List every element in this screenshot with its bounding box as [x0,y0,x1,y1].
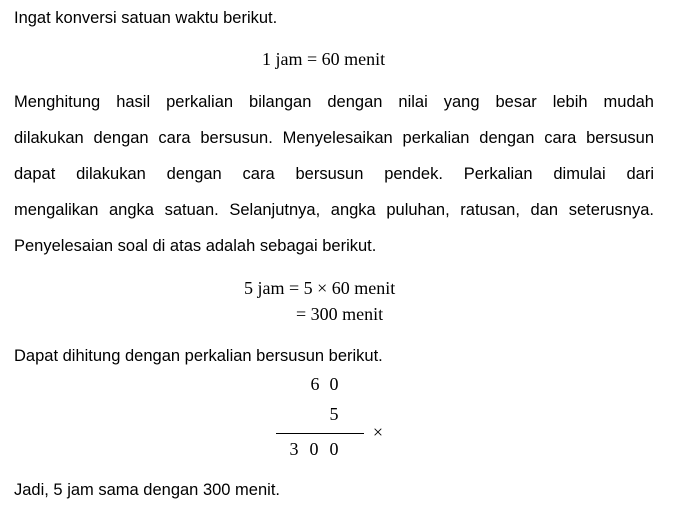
top-tens-digit: 6 [310,374,320,394]
conversion-equation: 1 jam = 60 menit [262,49,386,69]
paragraph-line-4: mengalikan angka satuan. Selanjutnya, angka puluhan, ratusan, dan seterusnya. [14,201,654,219]
multiplier-digit: 5 [329,404,339,424]
equation-step-1: 5 jam = 5 × 60 menit [244,278,396,298]
column-method-intro-text: Dapat dihitung dengan perkalian bersusun berikut. [14,347,383,365]
multiply-operator: × [372,422,384,442]
result-ones-digit: 0 [329,439,339,459]
solution-intro-text: Penyelesaian soal di atas adalah sebagai berikut. [14,237,377,255]
intro-text: Ingat konversi satuan waktu berikut. [14,9,278,27]
paragraph-line-3: dapat dilakukan dengan cara bersusun pendek. Perkalian dimulai dari [14,165,654,183]
paragraph-line-2: dilakukan dengan cara bersusun. Menyelesaikan perkalian dengan cara bersusun [14,129,654,147]
top-ones-digit: 0 [329,374,339,394]
result-hundreds-digit: 3 [289,439,299,459]
conclusion-text: Jadi, 5 jam sama dengan 300 menit. [14,481,280,499]
equation-step-2: = 300 menit [296,304,384,324]
multiplication-rule [276,433,364,434]
paragraph-line-1: Menghitung hasil perkalian bilangan dengan nilai yang besar lebih mudah [14,93,654,111]
result-tens-digit: 0 [309,439,319,459]
